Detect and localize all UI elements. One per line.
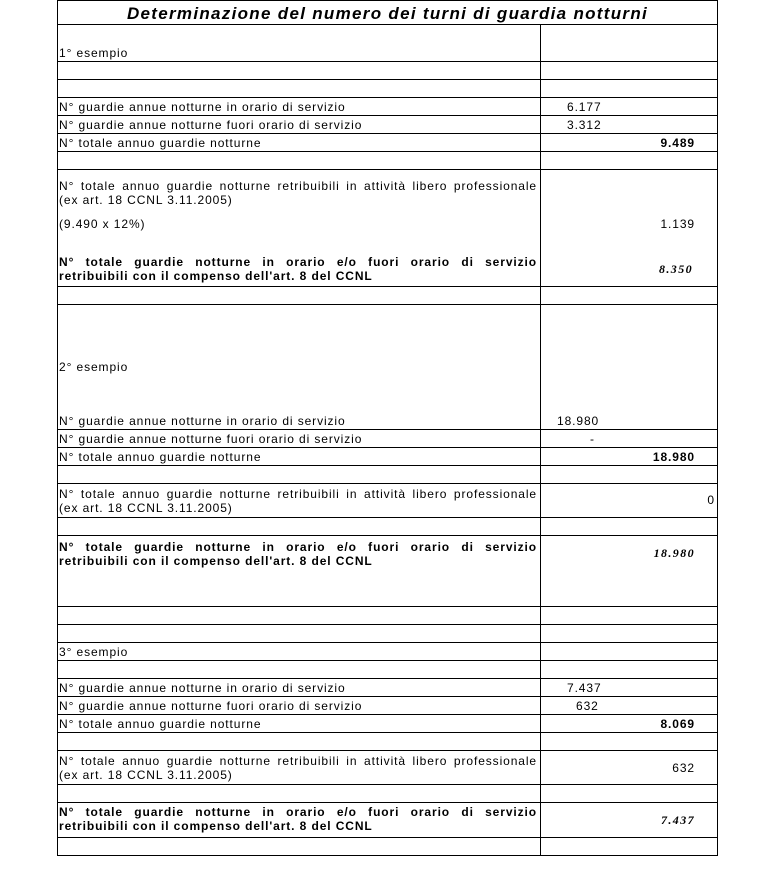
fuori-orario-value: 632	[576, 699, 599, 713]
row-rule	[57, 678, 718, 679]
libero-value: 632	[672, 761, 695, 775]
row-rule	[57, 517, 718, 518]
totale-label: N° totale annuo guardie notturne	[59, 450, 262, 464]
row-rule	[57, 732, 718, 733]
row-rule	[57, 624, 718, 625]
example-heading: 2° esempio	[59, 360, 129, 374]
row-rule	[57, 429, 718, 430]
row-rule	[57, 714, 718, 715]
libero-label: N° totale annuo guardie notturne retribuibili in attività libero professionale (ex art. 18 CCNL 3.11.2005)	[59, 487, 537, 515]
compenso-value: 18.980	[653, 546, 695, 560]
fuori-orario-label: N° guardie annue notturne fuori orario di servizio	[59, 699, 363, 713]
row-rule	[57, 837, 718, 838]
row-rule	[57, 79, 718, 80]
libero-value: 1.139	[660, 217, 695, 231]
row-rule	[57, 115, 718, 116]
example-heading: 1° esempio	[59, 46, 129, 60]
totale-value: 18.980	[652, 450, 695, 464]
row-rule	[57, 855, 718, 856]
row-rule	[57, 696, 718, 697]
in-orario-label: N° guardie annue notturne in orario di servizio	[59, 414, 346, 428]
row-rule	[57, 151, 718, 152]
title-row	[57, 0, 718, 25]
compenso-value: 7.437	[661, 813, 695, 827]
fuori-orario-label: N° guardie annue notturne fuori orario di servizio	[59, 432, 363, 446]
in-orario-value: 7.437	[567, 681, 602, 695]
fuori-orario-label: N° guardie annue notturne fuori orario di servizio	[59, 118, 363, 132]
row-rule	[57, 447, 718, 448]
row-rule	[57, 606, 718, 607]
spreadsheet-table	[57, 0, 718, 856]
libero-value: 0	[707, 493, 715, 507]
row-rule	[57, 465, 718, 466]
row-rule	[57, 802, 718, 803]
row-rule	[57, 750, 718, 751]
fuori-orario-value: -	[590, 432, 595, 446]
totale-label: N° totale annuo guardie notturne	[59, 136, 262, 150]
compenso-label: N° totale guardie notturne in orario e/o fuori orario di servizio retribuibili con il compenso dell'art. 8 del CCNL	[59, 805, 537, 833]
row-rule	[57, 133, 718, 134]
row-rule	[57, 169, 718, 170]
compenso-value: 8.350	[659, 262, 693, 276]
row-rule	[57, 535, 718, 536]
totale-value: 9.489	[660, 136, 695, 150]
compenso-label: N° totale guardie notturne in orario e/o fuori orario di servizio retribuibili con il compenso dell'art. 8 del CCNL	[59, 255, 537, 283]
row-rule	[57, 784, 718, 785]
in-orario-value: 18.980	[557, 414, 600, 428]
row-rule	[57, 660, 718, 661]
row-rule	[57, 483, 718, 484]
formula: (9.490 x 12%)	[59, 217, 146, 231]
row-rule	[57, 304, 718, 305]
page-title: Determinazione del numero dei turni di guardia notturni	[126, 4, 649, 23]
libero-label: N° totale annuo guardie notturne retribuibili in attività libero professionale (ex art. 18 CCNL 3.11.2005)	[59, 754, 537, 782]
row-rule	[57, 61, 718, 62]
totale-value: 8.069	[660, 717, 695, 731]
compenso-label: N° totale guardie notturne in orario e/o fuori orario di servizio retribuibili con il compenso dell'art. 8 del CCNL	[59, 540, 537, 568]
in-orario-label: N° guardie annue notturne in orario di servizio	[59, 100, 346, 114]
example-heading: 3° esempio	[59, 645, 129, 659]
libero-label: N° totale annuo guardie notturne retribuibili in attività libero professionale (ex art. 18 CCNL 3.11.2005)	[59, 179, 537, 207]
totale-label: N° totale annuo guardie notturne	[59, 717, 262, 731]
row-rule	[57, 642, 718, 643]
fuori-orario-value: 3.312	[567, 118, 602, 132]
row-rule	[57, 286, 718, 287]
in-orario-value: 6.177	[567, 100, 602, 114]
row-rule	[57, 97, 718, 98]
in-orario-label: N° guardie annue notturne in orario di servizio	[59, 681, 346, 695]
